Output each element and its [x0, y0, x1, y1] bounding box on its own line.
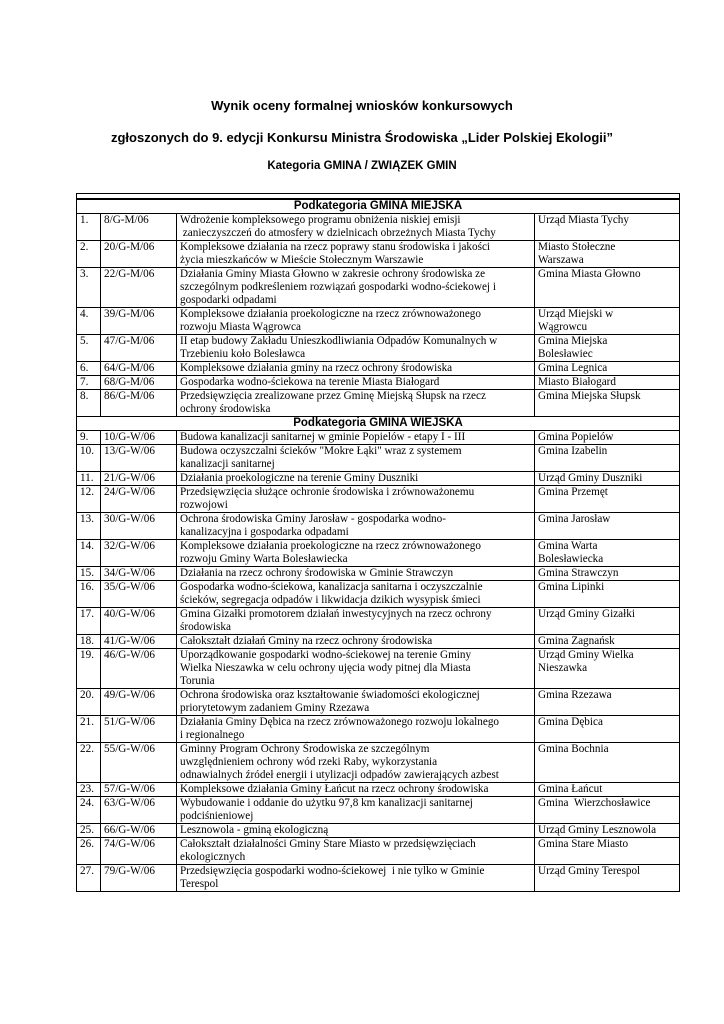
row-number: 14. [77, 540, 101, 567]
row-number: 8. [77, 390, 101, 417]
cell-line: Działania Gminy Miasta Głowno w zakresie ochrony środowiska ze [180, 268, 486, 280]
application-code: 32/G-W/06 [101, 540, 177, 567]
table-row [77, 865, 680, 892]
project-title [177, 486, 535, 513]
cell-line: Wybudowanie i oddanie do użytku 97,8 km kanalizacji sanitarnej [180, 797, 473, 809]
cell-line: Gospodarka wodno-ściekowa, kanalizacja sanitarna i oczyszczalnie [180, 581, 483, 593]
row-number: 1. [77, 214, 101, 241]
application-code: 22/G-M/06 [101, 268, 177, 308]
cell-line: Urząd Gminy Wielka [538, 649, 634, 661]
cell-line: ochrony środowiska [180, 403, 271, 415]
cell-line: odnawialnych źródeł energii i utylizacji odpadów zawierających azbest [180, 769, 499, 781]
results-table [76, 193, 680, 892]
application-code: 10/G-W/06 [101, 431, 177, 445]
applicant-name: Gmina Popielów [535, 431, 680, 445]
project-title [177, 649, 535, 689]
cell-line: ekologicznych [180, 851, 246, 863]
application-code: 8/G-M/06 [101, 214, 177, 241]
cell-line: Całokształt działalności Gminy Stare Miasto w przedsięwzięciach [180, 838, 476, 850]
application-code: 39/G-M/06 [101, 308, 177, 335]
row-number: 3. [77, 268, 101, 308]
table-row [77, 214, 680, 241]
cell-line: gospodarki odpadami [180, 294, 277, 306]
row-number: 16. [77, 581, 101, 608]
table-row [77, 268, 680, 308]
applicant-name: Urząd Gminy Duszniki [535, 472, 680, 486]
cell-line: Przedsięwzięcia zrealizowane przez Gminę Miejską Słupsk na rzecz [180, 390, 486, 402]
table-row [77, 445, 680, 472]
row-number: 7. [77, 376, 101, 390]
application-code: 51/G-W/06 [101, 716, 177, 743]
row-number: 21. [77, 716, 101, 743]
row-number: 19. [77, 649, 101, 689]
cell-line: Uporządkowanie gospodarki wodno-ściekowej na terenie Gminy [180, 649, 472, 661]
cell-line: rozwojowi [180, 499, 228, 511]
row-number: 2. [77, 241, 101, 268]
table-row [77, 513, 680, 540]
project-title [177, 445, 535, 472]
cell-line: priorytetowym zadaniem Gminy Rzezawa [180, 702, 370, 714]
project-title [177, 581, 535, 608]
application-code: 79/G-W/06 [101, 865, 177, 892]
cell-line: zanieczyszczeń do atmosfery w dzielnicach obrzeżnych Miasta Tychy [180, 227, 496, 239]
cell-line: Terespol [180, 878, 219, 890]
application-code: 24/G-W/06 [101, 486, 177, 513]
table-row [77, 486, 680, 513]
subcategory-header-row [77, 417, 680, 431]
applicant-name: Gmina Rzezawa [535, 689, 680, 716]
table-row [77, 608, 680, 635]
cell-line: Przedsięwzięcia służące ochronie środowiska i zrównoważonemu [180, 486, 475, 498]
project-title: Działania na rzecz ochrony środowiska w Gminie Strawczyn [177, 567, 535, 581]
cell-line: Przedsięwzięcia gospodarki wodno-ściekowej i nie tylko w Gminie [180, 865, 485, 877]
table-row [77, 838, 680, 865]
table-row [77, 390, 680, 417]
project-title: Kompleksowe działania gminy na rzecz ochrony środowiska [177, 362, 535, 376]
cell-line: Ochrona środowiska Gminy Jarosław - gospodarka wodno- [180, 513, 446, 525]
application-code: 86/G-M/06 [101, 390, 177, 417]
project-title [177, 716, 535, 743]
applicant-name: Gmina Legnica [535, 362, 680, 376]
application-code: 64/G-M/06 [101, 362, 177, 376]
project-title [177, 865, 535, 892]
applicant-name: Urząd Gminy Terespol [535, 865, 680, 892]
application-code: 35/G-W/06 [101, 581, 177, 608]
cell-line: Gmina Miejska [538, 335, 608, 347]
cell-line: ścieków, segregacja odpadów i likwidacja dzikich wysypisk śmieci [180, 594, 481, 606]
application-code: 34/G-W/06 [101, 567, 177, 581]
project-title [177, 608, 535, 635]
project-title [177, 689, 535, 716]
application-code: 55/G-W/06 [101, 743, 177, 783]
application-code: 20/G-M/06 [101, 241, 177, 268]
row-number: 4. [77, 308, 101, 335]
applicant-name [535, 335, 680, 362]
cell-line: Kompleksowe działania proekologiczne na rzecz zrównoważonego [180, 540, 481, 552]
table-row [77, 581, 680, 608]
row-number: 11. [77, 472, 101, 486]
cell-line: Kompleksowe działania na rzecz poprawy stanu środowiska i jakości [180, 241, 491, 253]
applicant-name: Urząd Gminy Lesznowola [535, 824, 680, 838]
project-title [177, 540, 535, 567]
project-title [177, 268, 535, 308]
cell-line: Wągrowcu [538, 321, 588, 333]
subcategory-header-row [77, 199, 680, 214]
applicant-name: Gmina Lipinki [535, 581, 680, 608]
applicant-name: Urząd Gminy Gizałki [535, 608, 680, 635]
cell-line: Urząd Miejski w [538, 308, 614, 320]
cell-line: kanalizacji sanitarnej [180, 458, 275, 470]
table-row [77, 716, 680, 743]
application-code: 40/G-W/06 [101, 608, 177, 635]
cell-line: rozwoju Miasta Wągrowca [180, 321, 301, 333]
row-number: 9. [77, 431, 101, 445]
table-row [77, 689, 680, 716]
applicant-name: Gmina Dębica [535, 716, 680, 743]
table-row [77, 335, 680, 362]
table-row [77, 783, 680, 797]
row-number: 17. [77, 608, 101, 635]
application-code: 46/G-W/06 [101, 649, 177, 689]
table-row [77, 241, 680, 268]
application-code: 30/G-W/06 [101, 513, 177, 540]
cell-line: i regionalnego [180, 729, 245, 741]
cell-line: szczególnym podkreśleniem rozwiązań gospodarki wodno-ściekowej i [180, 281, 496, 293]
applicant-name: Gmina Wierzchosławice [535, 797, 680, 824]
subcategory-title: Podkategoria GMINA WIEJSKA [77, 417, 680, 431]
cell-line: środowiska [180, 621, 231, 633]
applicant-name: Gmina Izabelin [535, 445, 680, 472]
cell-line: uwzględnieniem ochrony wód rzeki Raby, wykorzystania [180, 756, 438, 768]
application-code: 49/G-W/06 [101, 689, 177, 716]
row-number: 26. [77, 838, 101, 865]
cell-line: Nieszawka [538, 662, 588, 674]
applicant-name: Gmina Miasta Głowno [535, 268, 680, 308]
application-code: 68/G-M/06 [101, 376, 177, 390]
row-number: 25. [77, 824, 101, 838]
row-number: 15. [77, 567, 101, 581]
cell-line: podciśnieniowej [180, 810, 254, 822]
cell-line: Wdrożenie kompleksowego programu obniżenia niskiej emisji [180, 214, 461, 226]
cell-line: rozwoju Gminy Warta Bolesławiecka [180, 553, 348, 565]
cell-line: Gminny Program Ochrony Środowiska ze szczególnym [180, 743, 430, 755]
cell-line: Gmina Warta [538, 540, 598, 552]
table-row [77, 743, 680, 783]
cell-line: Miasto Stołeczne [538, 241, 616, 253]
applicant-name: Gmina Jarosław [535, 513, 680, 540]
project-title [177, 335, 535, 362]
application-code: 57/G-W/06 [101, 783, 177, 797]
table-row [77, 635, 680, 649]
application-code: 47/G-M/06 [101, 335, 177, 362]
project-title: Lesznowola - gminą ekologiczną [177, 824, 535, 838]
cell-line: Gmina Gizałki promotorem działań inwestycyjnych na rzecz ochrony [180, 608, 492, 620]
applicant-name: Miasto Białogard [535, 376, 680, 390]
document-subtitle: zgłoszonych do 9. edycji Konkursu Ministra Środowiska „Lider Polskiej Ekologii” [110, 130, 614, 145]
table-row [77, 649, 680, 689]
cell-line: życia mieszkańców w Mieście Stołecznym Warszawie [180, 254, 424, 266]
project-title: Całokształt działań Gminy na rzecz ochrony środowiska [177, 635, 535, 649]
application-code: 21/G-W/06 [101, 472, 177, 486]
cell-line: Działania Gminy Dębica na rzecz zrównoważonego rozwoju lokalnego [180, 716, 500, 728]
applicant-name: Gmina Łańcut [535, 783, 680, 797]
row-number: 5. [77, 335, 101, 362]
application-code: 74/G-W/06 [101, 838, 177, 865]
project-title [177, 797, 535, 824]
row-number: 6. [77, 362, 101, 376]
table-row [77, 567, 680, 581]
cell-line: Budowa oczyszczalni ścieków "Mokre Łąki" wraz z systemem [180, 445, 462, 457]
subcategory-title: Podkategoria GMINA MIEJSKA [77, 199, 680, 214]
project-title [177, 214, 535, 241]
cell-line: Bolesławiec [538, 348, 593, 360]
applicant-name: Gmina Stare Miasto [535, 838, 680, 865]
row-number: 27. [77, 865, 101, 892]
cell-line: Ochrona środowiska oraz kształtowanie świadomości ekologicznej [180, 689, 480, 701]
applicant-name [535, 649, 680, 689]
project-title: Kompleksowe działania Gminy Łańcut na rzecz ochrony środowiska [177, 783, 535, 797]
applicant-name: Urząd Miasta Tychy [535, 214, 680, 241]
document-title: Wynik oceny formalnej wniosków konkursowych [211, 98, 513, 113]
project-title [177, 390, 535, 417]
applicant-name [535, 241, 680, 268]
table-row [77, 472, 680, 486]
application-code: 41/G-W/06 [101, 635, 177, 649]
cell-line: Wielka Nieszawka w celu ochrony ujęcia wody pitnej dla Miasta [180, 662, 471, 674]
row-number: 12. [77, 486, 101, 513]
cell-line: Torunia [180, 675, 215, 687]
table-row [77, 797, 680, 824]
results-table-body [77, 194, 680, 892]
project-title: Gospodarka wodno-ściekowa na terenie Miasta Białogard [177, 376, 535, 390]
applicant-name: Gmina Zagnańsk [535, 635, 680, 649]
project-title: Budowa kanalizacji sanitarnej w gminie Popielów - etapy I - III [177, 431, 535, 445]
project-title: Działania proekologiczne na terenie Gminy Duszniki [177, 472, 535, 486]
cell-line: II etap budowy Zakładu Unieszkodliwiania Odpadów Komunalnych w [180, 335, 498, 347]
applicant-name: Gmina Strawczyn [535, 567, 680, 581]
cell-line: Warszawa [538, 254, 584, 266]
applicant-name: Gmina Miejska Słupsk [535, 390, 680, 417]
application-code: 13/G-W/06 [101, 445, 177, 472]
applicant-name: Gmina Przemęt [535, 486, 680, 513]
applicant-name: Gmina Bochnia [535, 743, 680, 783]
table-row [77, 540, 680, 567]
row-number: 13. [77, 513, 101, 540]
project-title [177, 838, 535, 865]
project-title [177, 308, 535, 335]
application-code: 63/G-W/06 [101, 797, 177, 824]
row-number: 24. [77, 797, 101, 824]
row-number: 18. [77, 635, 101, 649]
applicant-name [535, 540, 680, 567]
project-title [177, 743, 535, 783]
cell-line: Trzebieniu koło Bolesławca [180, 348, 306, 360]
cell-line: Bolesławiecka [538, 553, 604, 565]
row-number: 23. [77, 783, 101, 797]
table-row [77, 362, 680, 376]
table-row [77, 376, 680, 390]
table-row [77, 431, 680, 445]
project-title [177, 513, 535, 540]
row-number: 20. [77, 689, 101, 716]
cell-line: kanalizacyjna i gospodarka odpadami [180, 526, 349, 538]
project-title [177, 241, 535, 268]
table-row [77, 824, 680, 838]
table-row [77, 308, 680, 335]
cell-line: Kompleksowe działania proekologiczne na rzecz zrównoważonego [180, 308, 481, 320]
application-code: 66/G-W/06 [101, 824, 177, 838]
row-number: 22. [77, 743, 101, 783]
row-number: 10. [77, 445, 101, 472]
applicant-name [535, 308, 680, 335]
category-heading: Kategoria GMINA / ZWIĄZEK GMIN [267, 160, 457, 172]
